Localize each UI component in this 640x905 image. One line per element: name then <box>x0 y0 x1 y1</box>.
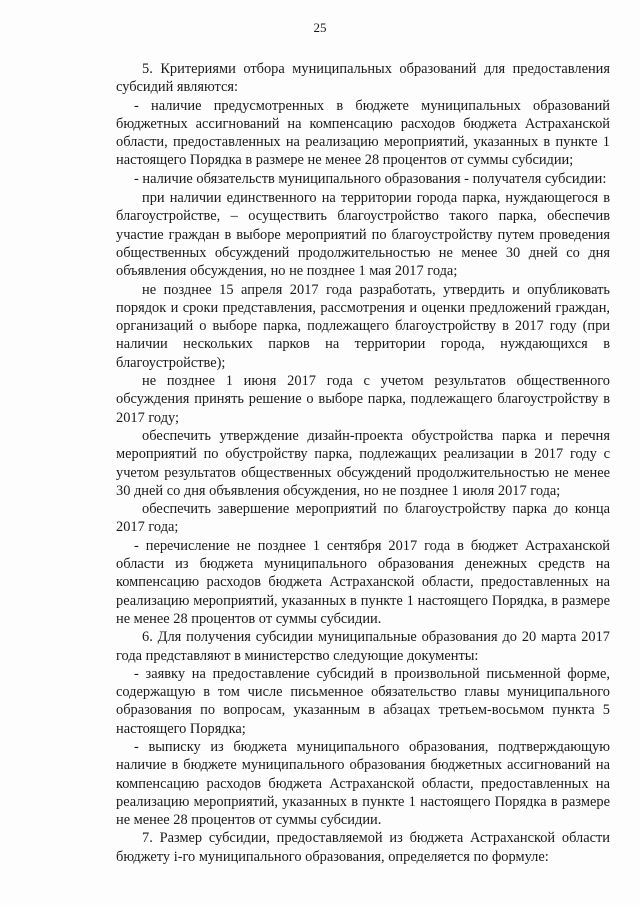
paragraph-5-criteria: 5. Критериями отбора муниципальных образований для предоставления субсидий являются: <box>116 61 610 96</box>
paragraph-obligations: - наличие обязательств муниципального образования - получателя субсидии: <box>134 170 607 187</box>
paragraph-design-project: обеспечить утверждение дизайн-проекта обустройства парка и перечня мероприятий по обустройству парка, подлежащих реализации в 2017 году с учетом результатов общественных обсуждений продолжительностью не менее 30 дней со дня объявления обсуждения, но не позднее 1 июля 2017 года; <box>116 427 610 499</box>
paragraph-completion: обеспечить завершение мероприятий по благоустройству парка до конца 2017 года; <box>116 501 610 536</box>
paragraph-june-deadline: не позднее 1 июня 2017 года с учетом результатов общественного обсуждения принять решение о выборе парка, подлежащего благоустройству в 2017 году; <box>116 373 610 426</box>
paragraph-transfer: - перечисление не позднее 1 сентября 2017 года в бюджет Астраханской области из бюджета муниципального образования денежных средств на компенсацию расходов бюджета Астраханской области, предоставленных на реализацию мероприятий, указанных в пункте 1 настоящего Порядка, в размере не менее 28 процентов от суммы субсидии. <box>116 537 610 627</box>
paragraph-application: - заявку на предоставление субсидий в произвольной письменной форме, содержащую в том числе письменное обязательство главы муниципального образования по вопросам, указанным в абзацах третьем-восьмом пункта 5 настоящего Порядка; <box>116 665 610 737</box>
document-body <box>116 60 610 866</box>
paragraph-budget-allocations: - наличие предусмотренных в бюджете муниципальных образований бюджетных ассигнований на компенсацию расходов бюджета Астраханской области, предоставленных на реализацию мероприятий, указанных в пункте 1 настоящего Порядка в размере не менее 28 процентов от суммы субсидии; <box>116 97 610 169</box>
paragraph-6-documents: 6. Для получения субсидии муниципальные образования до 20 марта 2017 года представляют в министерство следующие документы: <box>116 629 610 664</box>
paragraph-budget-extract: - выписку из бюджета муниципального образования, подтверждающую наличие в бюджете муниципального образования бюджетных ассигнований на компенсацию расходов бюджета Астраханской области, предоставленных на реализацию мероприятий, указанных в пункте 1 настоящего Порядка в размере не менее 28 процентов от суммы субсидии. <box>116 738 610 829</box>
paragraph-single-park: при наличии единственного на территории города парка, нуждающегося в благоустройстве, – осуществить благоустройство такого парка, обеспечив участие граждан в выборе мероприятий по благоустройству путем проведения общественных обсуждений продолжительностью не менее 30 дней со дня объявления обсуждения, но не позднее 1 мая 2017 года; <box>116 190 610 280</box>
paragraph-7-subsidy-size: 7. Размер субсидии, предоставляемой из бюджета Астраханской области бюджету i-го муниципального образования, определяется по формуле: <box>116 830 610 865</box>
page-number: 25 <box>313 20 327 35</box>
paragraph-april-deadline: не позднее 15 апреля 2017 года разработать, утвердить и опубликовать порядок и сроки представления, рассмотрения и оценки предложений граждан, организаций о выборе парка, подлежащего благоустройству в 2017 году (при наличии нескольких парков на территории города, нуждающихся в благоустройстве); <box>116 281 610 371</box>
